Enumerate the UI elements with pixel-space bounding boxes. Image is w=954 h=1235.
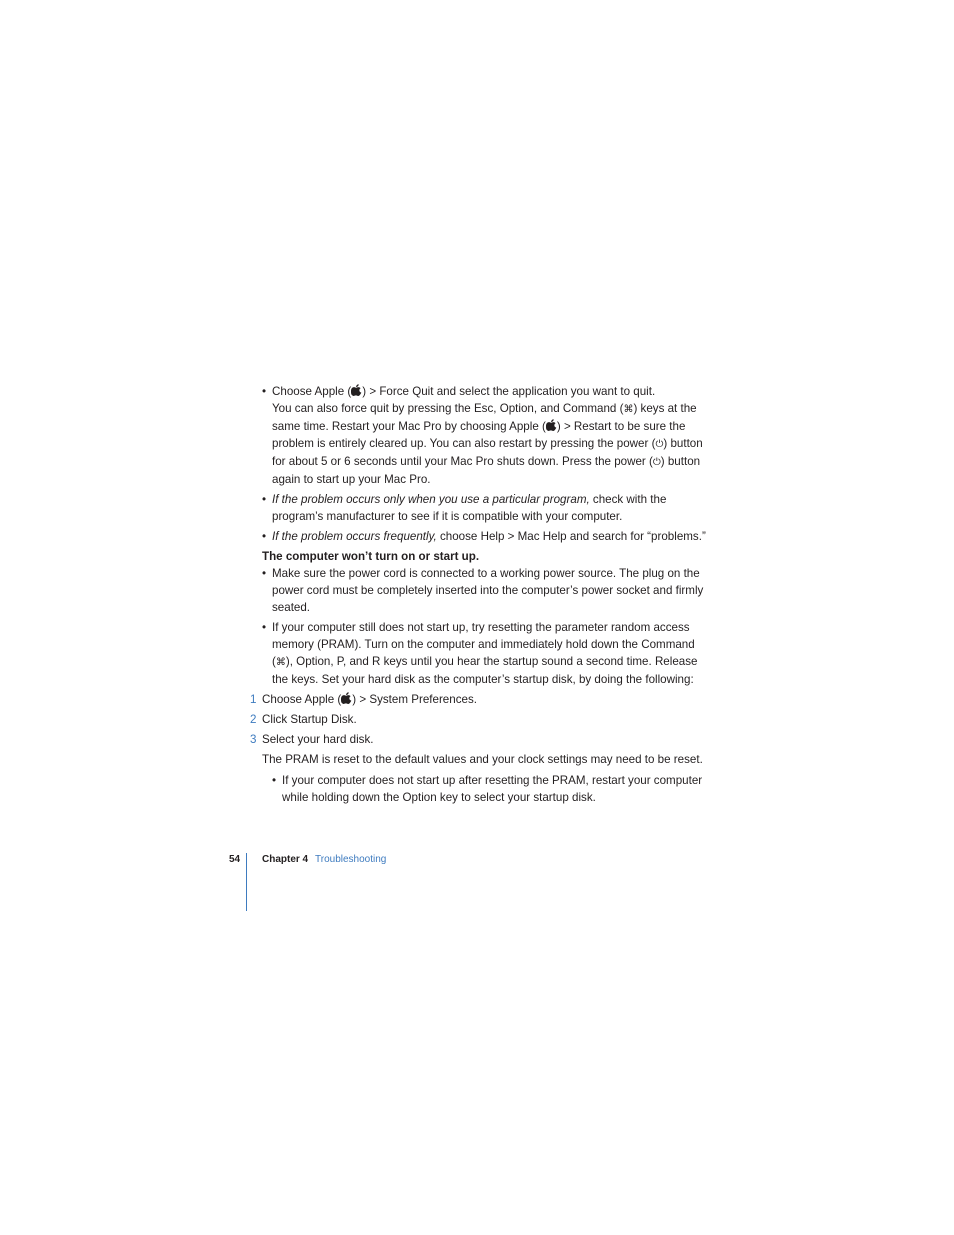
power-icon: ⏻ bbox=[652, 457, 661, 468]
page-content bbox=[250, 383, 712, 809]
chapter-label: Chapter 4 bbox=[262, 854, 309, 865]
section-heading: The computer won’t turn on or start up. bbox=[262, 550, 480, 563]
step-3: 3 Select your hard disk. bbox=[250, 733, 374, 746]
list-item-force-quit: • Choose Apple ( ) > Force Quit and select the application you want to quit. You can also force quit by pressing the Esc, Option, and Command (⌘) keys at the same time. Restart your Mac Pro by choosing Apple ( ) > Restart to be sure the problem is entirely cleared up. You can also restart by pressing the power (⏻) button for about 5 or 6 seconds until your Mac Pro shuts down. Press the power (⏻) button again to start up your Mac Pro. bbox=[262, 385, 703, 486]
step-number: 2 bbox=[250, 713, 257, 726]
page-number: 54 bbox=[229, 854, 241, 865]
bullet-dot: • bbox=[262, 621, 267, 634]
list-item-option-key: • If your computer does not start up after resetting the PRAM, restart your computer while holding down the Option key to select your startup disk. bbox=[272, 774, 703, 804]
command-key-icon: ⌘ bbox=[623, 404, 634, 415]
list-item-reset-pram: • If your computer still does not start up, try resetting the parameter random access memory (PRAM). Turn on the computer and immediately hold down the Command (⌘), Option, P, and R keys until you hear the startup sound a second time. Release the keys. Set your hard disk as the computer’s startup disk, by doing the following: bbox=[262, 621, 698, 686]
bullet-dot: • bbox=[262, 567, 267, 580]
list-item-particular-program: • If the problem occurs only when you use a particular program, check with the program’s manufacturer to see if it is compatible with your computer. bbox=[262, 493, 667, 523]
step-1: 1 Choose Apple ( ) > System Preferences. bbox=[250, 693, 477, 706]
bullet-dot: • bbox=[262, 493, 267, 506]
command-key-icon: ⌘ bbox=[275, 657, 286, 668]
chapter-title: Troubleshooting bbox=[315, 854, 387, 865]
bullet-dot: • bbox=[272, 774, 277, 787]
apple-logo-icon bbox=[546, 419, 557, 431]
bullet-dot: • bbox=[262, 530, 267, 543]
footer-rule bbox=[246, 853, 247, 911]
step-number: 3 bbox=[250, 733, 257, 746]
apple-logo-icon bbox=[341, 692, 352, 704]
power-icon: ⏻ bbox=[655, 439, 664, 450]
step-number: 1 bbox=[250, 693, 257, 706]
step-2: 2 Click Startup Disk. bbox=[250, 713, 357, 726]
list-item-frequently: • If the problem occurs frequently, choose Help > Mac Help and search for “problems.” bbox=[262, 530, 706, 543]
pram-reset-note: The PRAM is reset to the default values and your clock settings may need to be reset. bbox=[262, 753, 703, 766]
list-item-power-cord: • Make sure the power cord is connected to a working power source. The plug on the power cord must be completely inserted into the computer’s power socket and firmly seated. bbox=[262, 567, 704, 614]
bullet-dot: • bbox=[262, 385, 267, 398]
apple-logo-icon bbox=[351, 384, 362, 396]
